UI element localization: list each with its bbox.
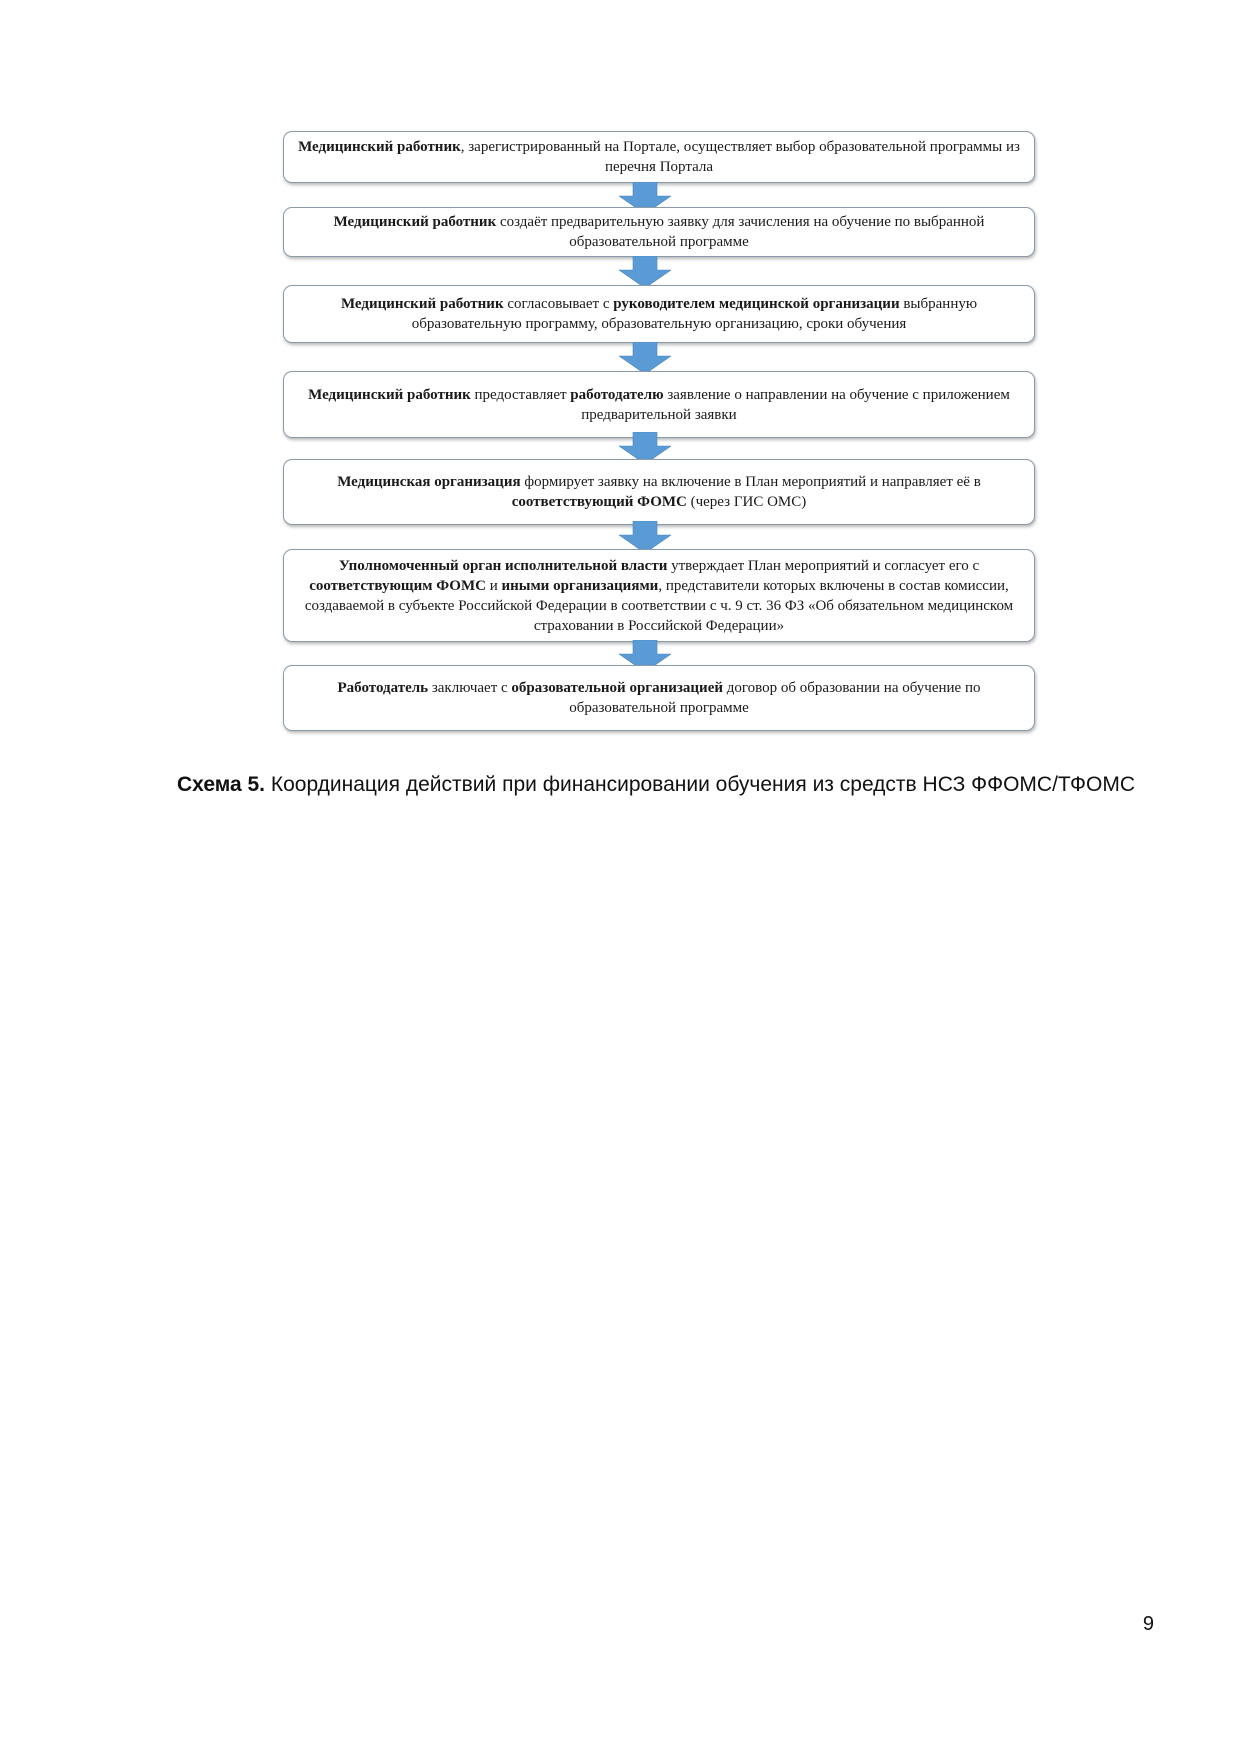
step-run: договор об образовании на обучение по образовательной программе	[569, 680, 981, 716]
step-emphasis: соответствующим ФОМС	[309, 577, 486, 594]
flow-step-text	[290, 556, 1028, 636]
step-run: согласовывает с	[503, 296, 614, 312]
step-run: выбранную образовательную программу, образовательную организацию, сроки обучения	[411, 296, 978, 332]
step-emphasis: Медицинская организация	[337, 474, 521, 490]
step-emphasis: Медицинский работник	[333, 214, 497, 230]
flow-step-2	[283, 207, 1035, 257]
step-run: создаёт предварительную заявку для зачисления на обучение по выбранной образовательной программе	[496, 214, 985, 250]
step-run: заключает с	[428, 680, 512, 696]
step-emphasis: соответствующий ФОМС	[511, 494, 687, 510]
flow-step-text	[290, 385, 1028, 425]
down-arrow-icon	[619, 256, 671, 288]
step-emphasis: иными организациями	[501, 577, 659, 594]
step-run: предоставляет	[470, 386, 571, 403]
step-run: (через ГИС ОМС)	[686, 494, 807, 510]
flow-step-6	[283, 549, 1035, 642]
step-run: , зарегистрированный на Портале, осуществляет выбор образовательной программы из перечня Портала	[460, 139, 1020, 175]
step-run: и	[485, 577, 502, 594]
flow-step-text	[290, 472, 1028, 512]
flow-step-5	[283, 459, 1035, 525]
down-arrow-icon	[619, 342, 671, 374]
flow-step-text	[290, 678, 1028, 718]
page-number: 9	[1142, 1613, 1154, 1635]
flow-step-text	[290, 212, 1028, 252]
step-emphasis: Работодатель	[337, 680, 429, 696]
step-run: заявление о направлении на обучение с приложением предварительной заявки	[581, 386, 1010, 423]
step-emphasis: Медицинский работник	[298, 139, 461, 155]
flow-step-4	[283, 371, 1035, 438]
flow-step-text	[290, 294, 1028, 334]
flow-step-7	[283, 665, 1035, 731]
caption-label: Схема 5.	[177, 773, 266, 796]
step-run: формирует заявку на включение в План мероприятий и направляет её в	[520, 474, 981, 490]
flow-step-1	[283, 131, 1035, 183]
diagram-caption	[177, 768, 1148, 802]
flow-step-3	[283, 285, 1035, 343]
step-emphasis: образовательной организацией	[511, 680, 724, 696]
flow-step-text	[290, 137, 1028, 177]
step-emphasis: Медицинский работник	[340, 296, 504, 312]
step-emphasis: руководителем медицинской организации	[613, 296, 900, 312]
step-emphasis: Медицинский работник	[308, 386, 471, 403]
step-emphasis: Уполномоченный орган исполнительной власти	[338, 557, 668, 574]
step-run: , представители которых включены в состав комиссии, создаваемой в субъекте Российской Федерации в соответствии с ч. 9 ст. 36 ФЗ «Об обязательном медицинском страховании в Российской Федерации»	[304, 577, 1014, 634]
step-emphasis: работодателю	[570, 386, 664, 403]
caption-text: Координация действий при финансировании обучения из средств НСЗ ФФОМС/ТФОМС	[265, 773, 1135, 796]
step-run: утверждает План мероприятий и согласует его с	[667, 557, 980, 574]
